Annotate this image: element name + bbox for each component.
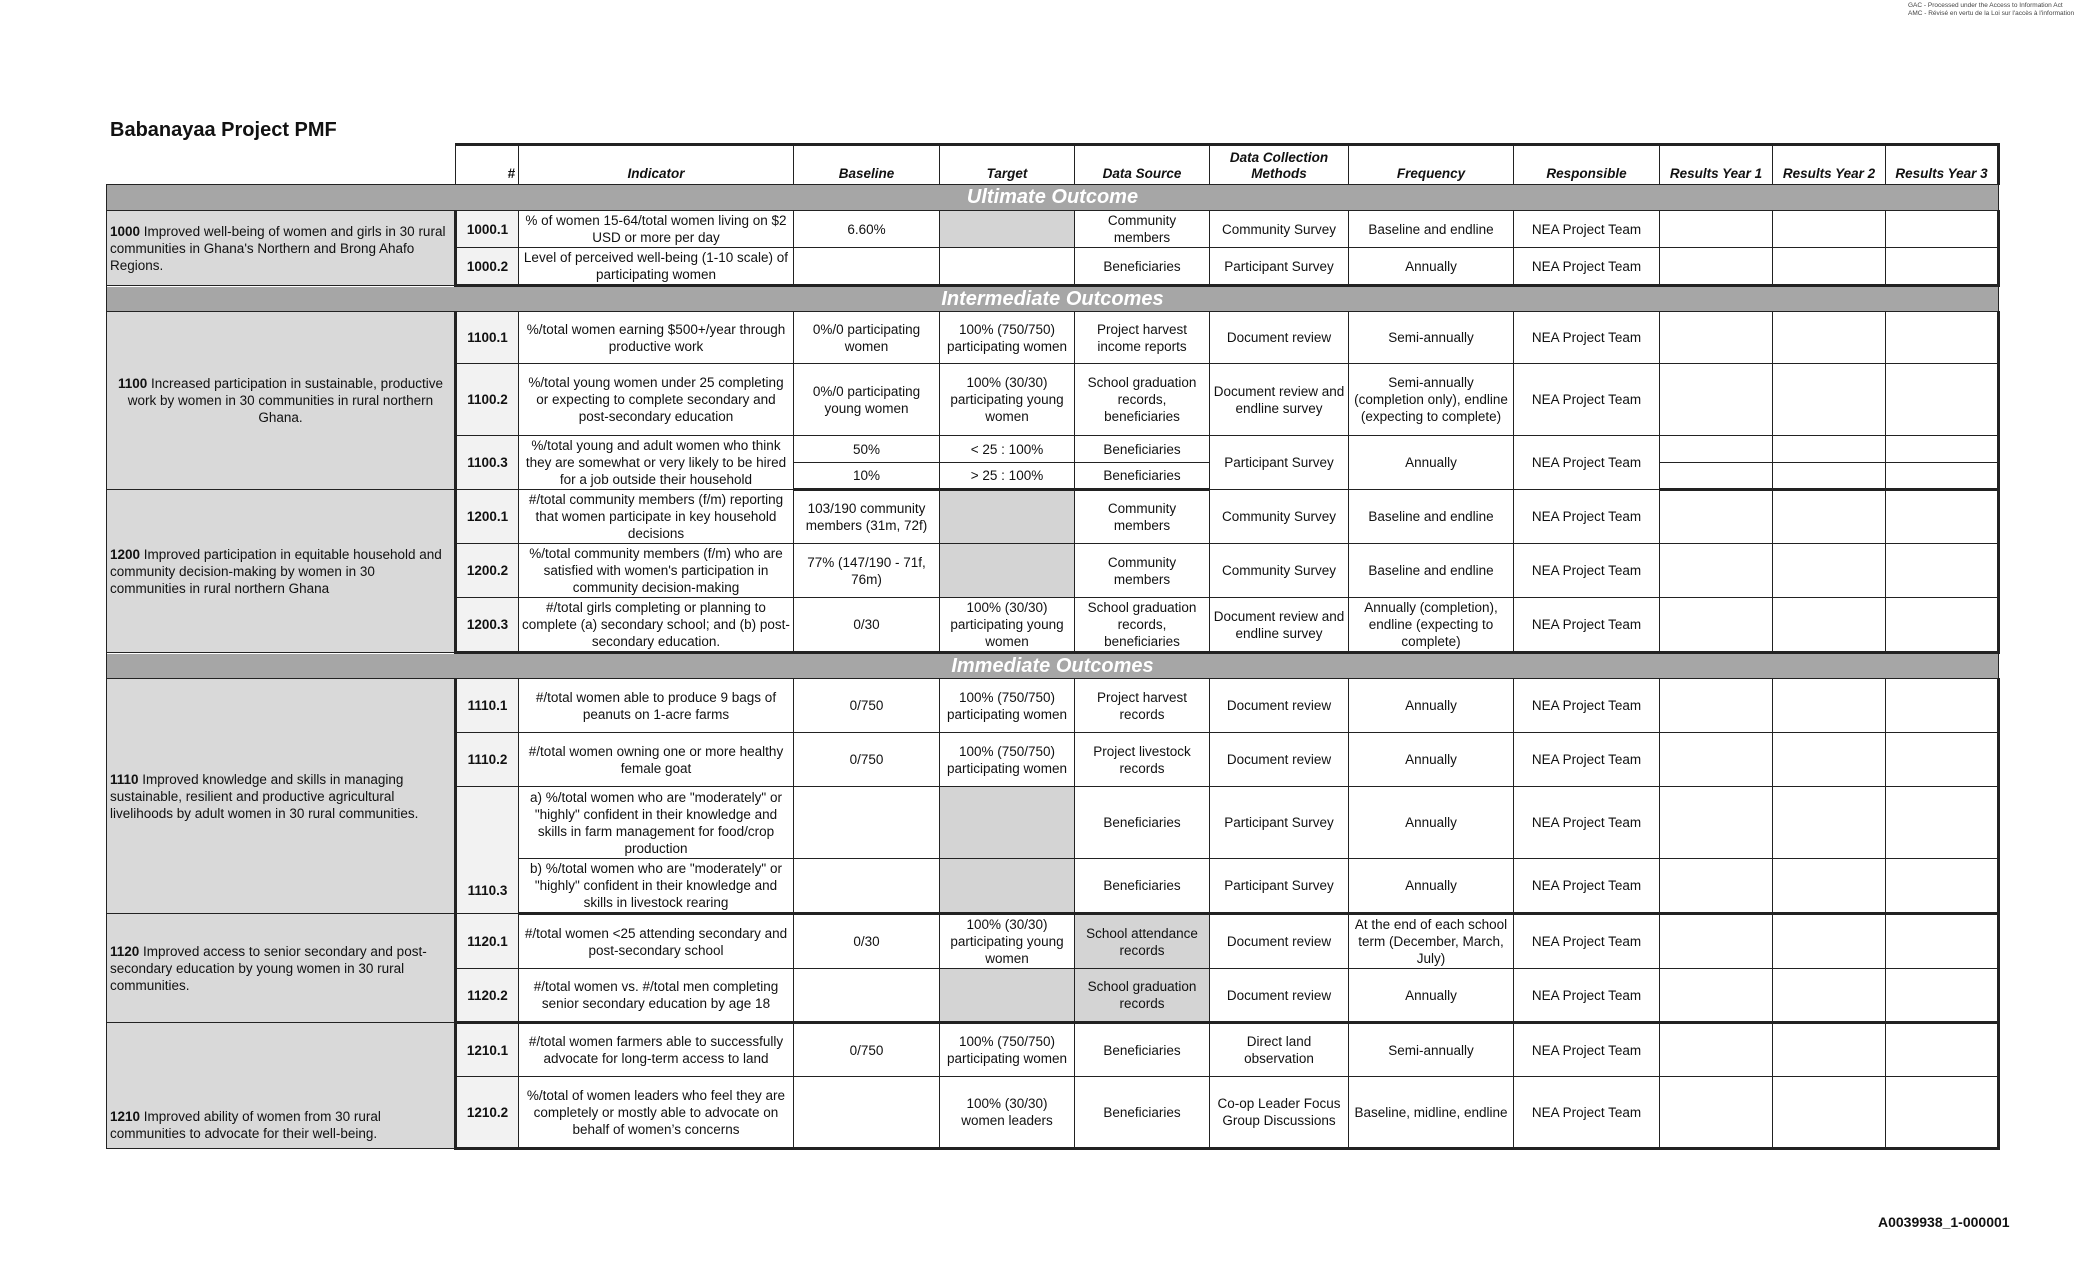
indicator-text: % of women 15-64/total women living on $2 USD or more per day	[519, 211, 794, 248]
results-y2-cell	[1773, 733, 1886, 787]
method-cell: Document review	[1210, 679, 1349, 733]
results-y2-cell	[1773, 914, 1886, 969]
indicator-text: #/total community members (f/m) reporting that women participate in key household decisions	[519, 490, 794, 544]
indicator-number: 1000.2	[456, 248, 519, 286]
results-y2-cell	[1773, 248, 1886, 286]
frequency-cell: Annually	[1349, 859, 1514, 914]
results-y1-cell	[1660, 1077, 1773, 1149]
results-y2-cell	[1773, 679, 1886, 733]
results-y3-cell	[1886, 211, 1999, 248]
indicator-number: 1100.1	[456, 312, 519, 364]
baseline-cell: 0/750	[794, 733, 940, 787]
col-header-frequency: Frequency	[1349, 145, 1514, 185]
baseline-cell: 0%/0 participating young women	[794, 364, 940, 436]
results-y3-cell	[1886, 969, 1999, 1023]
data-source-cell: School graduation records	[1075, 969, 1210, 1023]
responsible-cell: NEA Project Team	[1514, 598, 1660, 653]
data-source-cell: Community members	[1075, 490, 1210, 544]
method-cell: Community Survey	[1210, 211, 1349, 248]
header-stamp-line: GAC - Processed under the Access to Information Act	[1908, 2, 2063, 9]
indicator-text: %/total of women leaders who feel they are completely or mostly able to advocate on behalf of women’s concerns	[519, 1077, 794, 1149]
responsible-cell: NEA Project Team	[1514, 312, 1660, 364]
target-cell	[940, 859, 1075, 914]
indicator-number: 1200.2	[456, 544, 519, 598]
responsible-cell: NEA Project Team	[1514, 436, 1660, 490]
results-y3-cell	[1886, 436, 1999, 463]
outcome-1120: 1120 Improved access to senior secondary and post-secondary education by young women in 30 rural communities.	[107, 914, 456, 1023]
table-row	[107, 211, 1999, 248]
data-source-cell: Community members	[1075, 544, 1210, 598]
method-cell: Document review	[1210, 312, 1349, 364]
baseline-cell	[794, 787, 940, 859]
data-source-cell: Beneficiaries	[1075, 436, 1210, 463]
table-row	[107, 1023, 1999, 1077]
target-cell: 100% (750/750) participating women	[940, 679, 1075, 733]
responsible-cell: NEA Project Team	[1514, 733, 1660, 787]
data-source-cell: Project harvest records	[1075, 679, 1210, 733]
outcome-1110: 1110 Improved knowledge and skills in managing sustainable, resilient and productive agricultural livelihoods by adult women in 30 rural communities.	[107, 679, 456, 914]
frequency-cell: Annually	[1349, 787, 1514, 859]
baseline-cell: 0/750	[794, 1023, 940, 1077]
indicator-text: #/total girls completing or planning to complete (a) secondary school; and (b) post-secondary education.	[519, 598, 794, 653]
results-y1-cell	[1660, 914, 1773, 969]
responsible-cell: NEA Project Team	[1514, 787, 1660, 859]
indicator-number: 1100.2	[456, 364, 519, 436]
method-cell: Document review and endline survey	[1210, 364, 1349, 436]
results-y2-cell	[1773, 787, 1886, 859]
col-header-results-y3: Results Year 3	[1886, 145, 1999, 185]
results-y1-cell	[1660, 463, 1773, 490]
data-source-cell: Project harvest income reports	[1075, 312, 1210, 364]
target-cell: 100% (750/750) participating women	[940, 733, 1075, 787]
indicator-number: 1120.1	[456, 914, 519, 969]
results-y1-cell	[1660, 312, 1773, 364]
results-y2-cell	[1773, 490, 1886, 544]
indicator-text: a) %/total women who are "moderately" or "highly" confident in their knowledge and skills in farm management for food/crop production	[519, 787, 794, 859]
baseline-cell: 0%/0 participating women	[794, 312, 940, 364]
header-stamp-line: AMC - Révisé en vertu de la Loi sur l'accès à l'information	[1908, 10, 2075, 17]
indicator-text: %/total young and adult women who think they are somewhat or very likely to be hired for a job outside their household	[519, 436, 794, 490]
table-row	[107, 679, 1999, 733]
responsible-cell: NEA Project Team	[1514, 490, 1660, 544]
results-y2-cell	[1773, 544, 1886, 598]
page-title: Babanayaa Project PMF	[110, 119, 337, 141]
method-cell: Document review and endline survey	[1210, 598, 1349, 653]
indicator-text: b) %/total women who are "moderately" or "highly" confident in their knowledge and skills in livestock rearing	[519, 859, 794, 914]
col-header-target: Target	[940, 145, 1075, 185]
header-stamp	[1908, 2, 2074, 18]
method-cell: Community Survey	[1210, 490, 1349, 544]
results-y1-cell	[1660, 859, 1773, 914]
responsible-cell: NEA Project Team	[1514, 364, 1660, 436]
document-id: A0039938_1-000001	[1878, 1214, 2010, 1230]
results-y2-cell	[1773, 211, 1886, 248]
indicator-text: %/total young women under 25 completing or expecting to complete secondary and post-secondary education	[519, 364, 794, 436]
indicator-number: 1210.1	[456, 1023, 519, 1077]
results-y3-cell	[1886, 544, 1999, 598]
results-y2-cell	[1773, 1077, 1886, 1149]
indicator-text: #/total women <25 attending secondary and post-secondary school	[519, 914, 794, 969]
results-y3-cell	[1886, 914, 1999, 969]
target-cell	[940, 490, 1075, 544]
outcome-1000: 1000 Improved well-being of women and girls in 30 rural communities in Ghana's Northern and Brong Ahafo Regions.	[107, 211, 456, 286]
method-cell: Document review	[1210, 733, 1349, 787]
responsible-cell: NEA Project Team	[1514, 859, 1660, 914]
baseline-cell: 0/30	[794, 598, 940, 653]
table-row	[107, 490, 1999, 544]
section-header-intermediate: Intermediate Outcomes	[107, 286, 1999, 312]
results-y3-cell	[1886, 733, 1999, 787]
target-cell: > 25 : 100%	[940, 463, 1075, 490]
method-cell: Community Survey	[1210, 544, 1349, 598]
section-header-ultimate: Ultimate Outcome	[107, 185, 1999, 211]
results-y1-cell	[1660, 733, 1773, 787]
results-y3-cell	[1886, 490, 1999, 544]
data-source-cell: Beneficiaries	[1075, 463, 1210, 490]
results-y1-cell	[1660, 364, 1773, 436]
col-header-results-y2: Results Year 2	[1773, 145, 1886, 185]
results-y2-cell	[1773, 969, 1886, 1023]
data-source-cell: Project livestock records	[1075, 733, 1210, 787]
indicator-number: 1110.2	[456, 733, 519, 787]
table-row	[107, 914, 1999, 969]
indicator-number: 1100.3	[456, 436, 519, 490]
indicator-text: %/total women earning $500+/year through productive work	[519, 312, 794, 364]
data-source-cell: School attendance records	[1075, 914, 1210, 969]
results-y1-cell	[1660, 544, 1773, 598]
responsible-cell: NEA Project Team	[1514, 1023, 1660, 1077]
col-header-data-source: Data Source	[1075, 145, 1210, 185]
indicator-number: 1110.3	[456, 787, 519, 914]
results-y3-cell	[1886, 787, 1999, 859]
baseline-cell	[794, 1077, 940, 1149]
outcome-1200: 1200 Improved participation in equitable household and community decision-making by women in 30 communities in rural northern Ghana	[107, 490, 456, 653]
results-y2-cell	[1773, 463, 1886, 490]
results-y3-cell	[1886, 679, 1999, 733]
col-header-responsible: Responsible	[1514, 145, 1660, 185]
method-cell: Direct land observation	[1210, 1023, 1349, 1077]
data-source-cell: Beneficiaries	[1075, 859, 1210, 914]
baseline-cell	[794, 248, 940, 286]
frequency-cell: Baseline, midline, endline	[1349, 1077, 1514, 1149]
target-cell: < 25 : 100%	[940, 436, 1075, 463]
results-y2-cell	[1773, 436, 1886, 463]
responsible-cell: NEA Project Team	[1514, 969, 1660, 1023]
col-header-baseline: Baseline	[794, 145, 940, 185]
results-y2-cell	[1773, 598, 1886, 653]
baseline-cell: 77% (147/190 - 71f, 76m)	[794, 544, 940, 598]
results-y3-cell	[1886, 312, 1999, 364]
results-y1-cell	[1660, 598, 1773, 653]
method-cell: Document review	[1210, 914, 1349, 969]
results-y2-cell	[1773, 859, 1886, 914]
results-y1-cell	[1660, 211, 1773, 248]
frequency-cell: At the end of each school term (December, March, July)	[1349, 914, 1514, 969]
responsible-cell: NEA Project Team	[1514, 679, 1660, 733]
results-y3-cell	[1886, 1023, 1999, 1077]
indicator-text: #/total women vs. #/total men completing senior secondary education by age 18	[519, 969, 794, 1023]
indicator-text: %/total community members (f/m) who are satisfied with women's participation in community decision-making	[519, 544, 794, 598]
col-header-num: #	[456, 145, 519, 185]
method-cell: Co-op Leader Focus Group Discussions	[1210, 1077, 1349, 1149]
col-header-results-y1: Results Year 1	[1660, 145, 1773, 185]
frequency-cell: Annually (completion), endline (expecting to complete)	[1349, 598, 1514, 653]
indicator-number: 1000.1	[456, 211, 519, 248]
outcome-1100: 1100 Increased participation in sustainable, productive work by women in 30 communities in rural northern Ghana.	[107, 312, 456, 490]
indicator-text: #/total women farmers able to successfully advocate for long-term access to land	[519, 1023, 794, 1077]
data-source-cell: Beneficiaries	[1075, 248, 1210, 286]
baseline-cell: 0/750	[794, 679, 940, 733]
frequency-cell: Annually	[1349, 679, 1514, 733]
target-cell: 100% (750/750) participating women	[940, 312, 1075, 364]
results-y1-cell	[1660, 490, 1773, 544]
target-cell: 100% (30/30) participating young women	[940, 364, 1075, 436]
indicator-number: 1120.2	[456, 969, 519, 1023]
pmf-table	[106, 143, 2000, 1150]
results-y3-cell	[1886, 248, 1999, 286]
baseline-cell	[794, 969, 940, 1023]
responsible-cell: NEA Project Team	[1514, 914, 1660, 969]
frequency-cell: Annually	[1349, 733, 1514, 787]
responsible-cell: NEA Project Team	[1514, 1077, 1660, 1149]
results-y1-cell	[1660, 679, 1773, 733]
indicator-text: #/total women able to produce 9 bags of peanuts on 1-acre farms	[519, 679, 794, 733]
target-cell: 100% (30/30) women leaders	[940, 1077, 1075, 1149]
indicator-number: 1200.1	[456, 490, 519, 544]
col-header-methods: Data Collection Methods	[1210, 145, 1349, 185]
method-cell: Participant Survey	[1210, 436, 1349, 490]
table-header-row	[107, 145, 1999, 185]
outcome-1210: 1210 Improved ability of women from 30 rural communities to advocate for their well-being.	[107, 1023, 456, 1149]
results-y1-cell	[1660, 1023, 1773, 1077]
indicator-number: 1210.2	[456, 1077, 519, 1149]
baseline-cell: 6.60%	[794, 211, 940, 248]
method-cell: Document review	[1210, 969, 1349, 1023]
frequency-cell: Baseline and endline	[1349, 544, 1514, 598]
results-y1-cell	[1660, 436, 1773, 463]
target-cell	[940, 248, 1075, 286]
results-y3-cell	[1886, 364, 1999, 436]
results-y3-cell	[1886, 463, 1999, 490]
indicator-text: #/total women owning one or more healthy female goat	[519, 733, 794, 787]
table-row	[107, 312, 1999, 364]
data-source-cell: Beneficiaries	[1075, 787, 1210, 859]
results-y3-cell	[1886, 859, 1999, 914]
baseline-cell: 103/190 community members (31m, 72f)	[794, 490, 940, 544]
data-source-cell: Beneficiaries	[1075, 1077, 1210, 1149]
target-cell	[940, 787, 1075, 859]
responsible-cell: NEA Project Team	[1514, 211, 1660, 248]
frequency-cell: Semi-annually	[1349, 312, 1514, 364]
frequency-cell: Semi-annually (completion only), endline (expecting to complete)	[1349, 364, 1514, 436]
results-y1-cell	[1660, 969, 1773, 1023]
responsible-cell: NEA Project Team	[1514, 544, 1660, 598]
results-y3-cell	[1886, 1077, 1999, 1149]
indicator-number: 1200.3	[456, 598, 519, 653]
indicator-number: 1110.1	[456, 679, 519, 733]
frequency-cell: Baseline and endline	[1349, 490, 1514, 544]
method-cell: Participant Survey	[1210, 787, 1349, 859]
results-y2-cell	[1773, 1023, 1886, 1077]
frequency-cell: Annually	[1349, 969, 1514, 1023]
data-source-cell: School graduation records, beneficiaries	[1075, 598, 1210, 653]
baseline-cell: 0/30	[794, 914, 940, 969]
baseline-cell: 10%	[794, 463, 940, 490]
results-y1-cell	[1660, 787, 1773, 859]
target-cell	[940, 211, 1075, 248]
results-y3-cell	[1886, 598, 1999, 653]
section-header-immediate: Immediate Outcomes	[107, 653, 1999, 679]
results-y2-cell	[1773, 364, 1886, 436]
responsible-cell: NEA Project Team	[1514, 248, 1660, 286]
method-cell: Participant Survey	[1210, 859, 1349, 914]
data-source-cell: Community members	[1075, 211, 1210, 248]
target-cell: 100% (30/30) participating young women	[940, 914, 1075, 969]
data-source-cell: School graduation records, beneficiaries	[1075, 364, 1210, 436]
target-cell: 100% (750/750) participating women	[940, 1023, 1075, 1077]
target-cell: 100% (30/30) participating young women	[940, 598, 1075, 653]
baseline-cell: 50%	[794, 436, 940, 463]
frequency-cell: Annually	[1349, 248, 1514, 286]
results-y1-cell	[1660, 248, 1773, 286]
target-cell	[940, 544, 1075, 598]
baseline-cell	[794, 859, 940, 914]
frequency-cell: Baseline and endline	[1349, 211, 1514, 248]
frequency-cell: Annually	[1349, 436, 1514, 490]
target-cell	[940, 969, 1075, 1023]
method-cell: Participant Survey	[1210, 248, 1349, 286]
results-y2-cell	[1773, 312, 1886, 364]
col-header-indicator: Indicator	[519, 145, 794, 185]
indicator-text: Level of perceived well-being (1-10 scale) of participating women	[519, 248, 794, 286]
data-source-cell: Beneficiaries	[1075, 1023, 1210, 1077]
frequency-cell: Semi-annually	[1349, 1023, 1514, 1077]
